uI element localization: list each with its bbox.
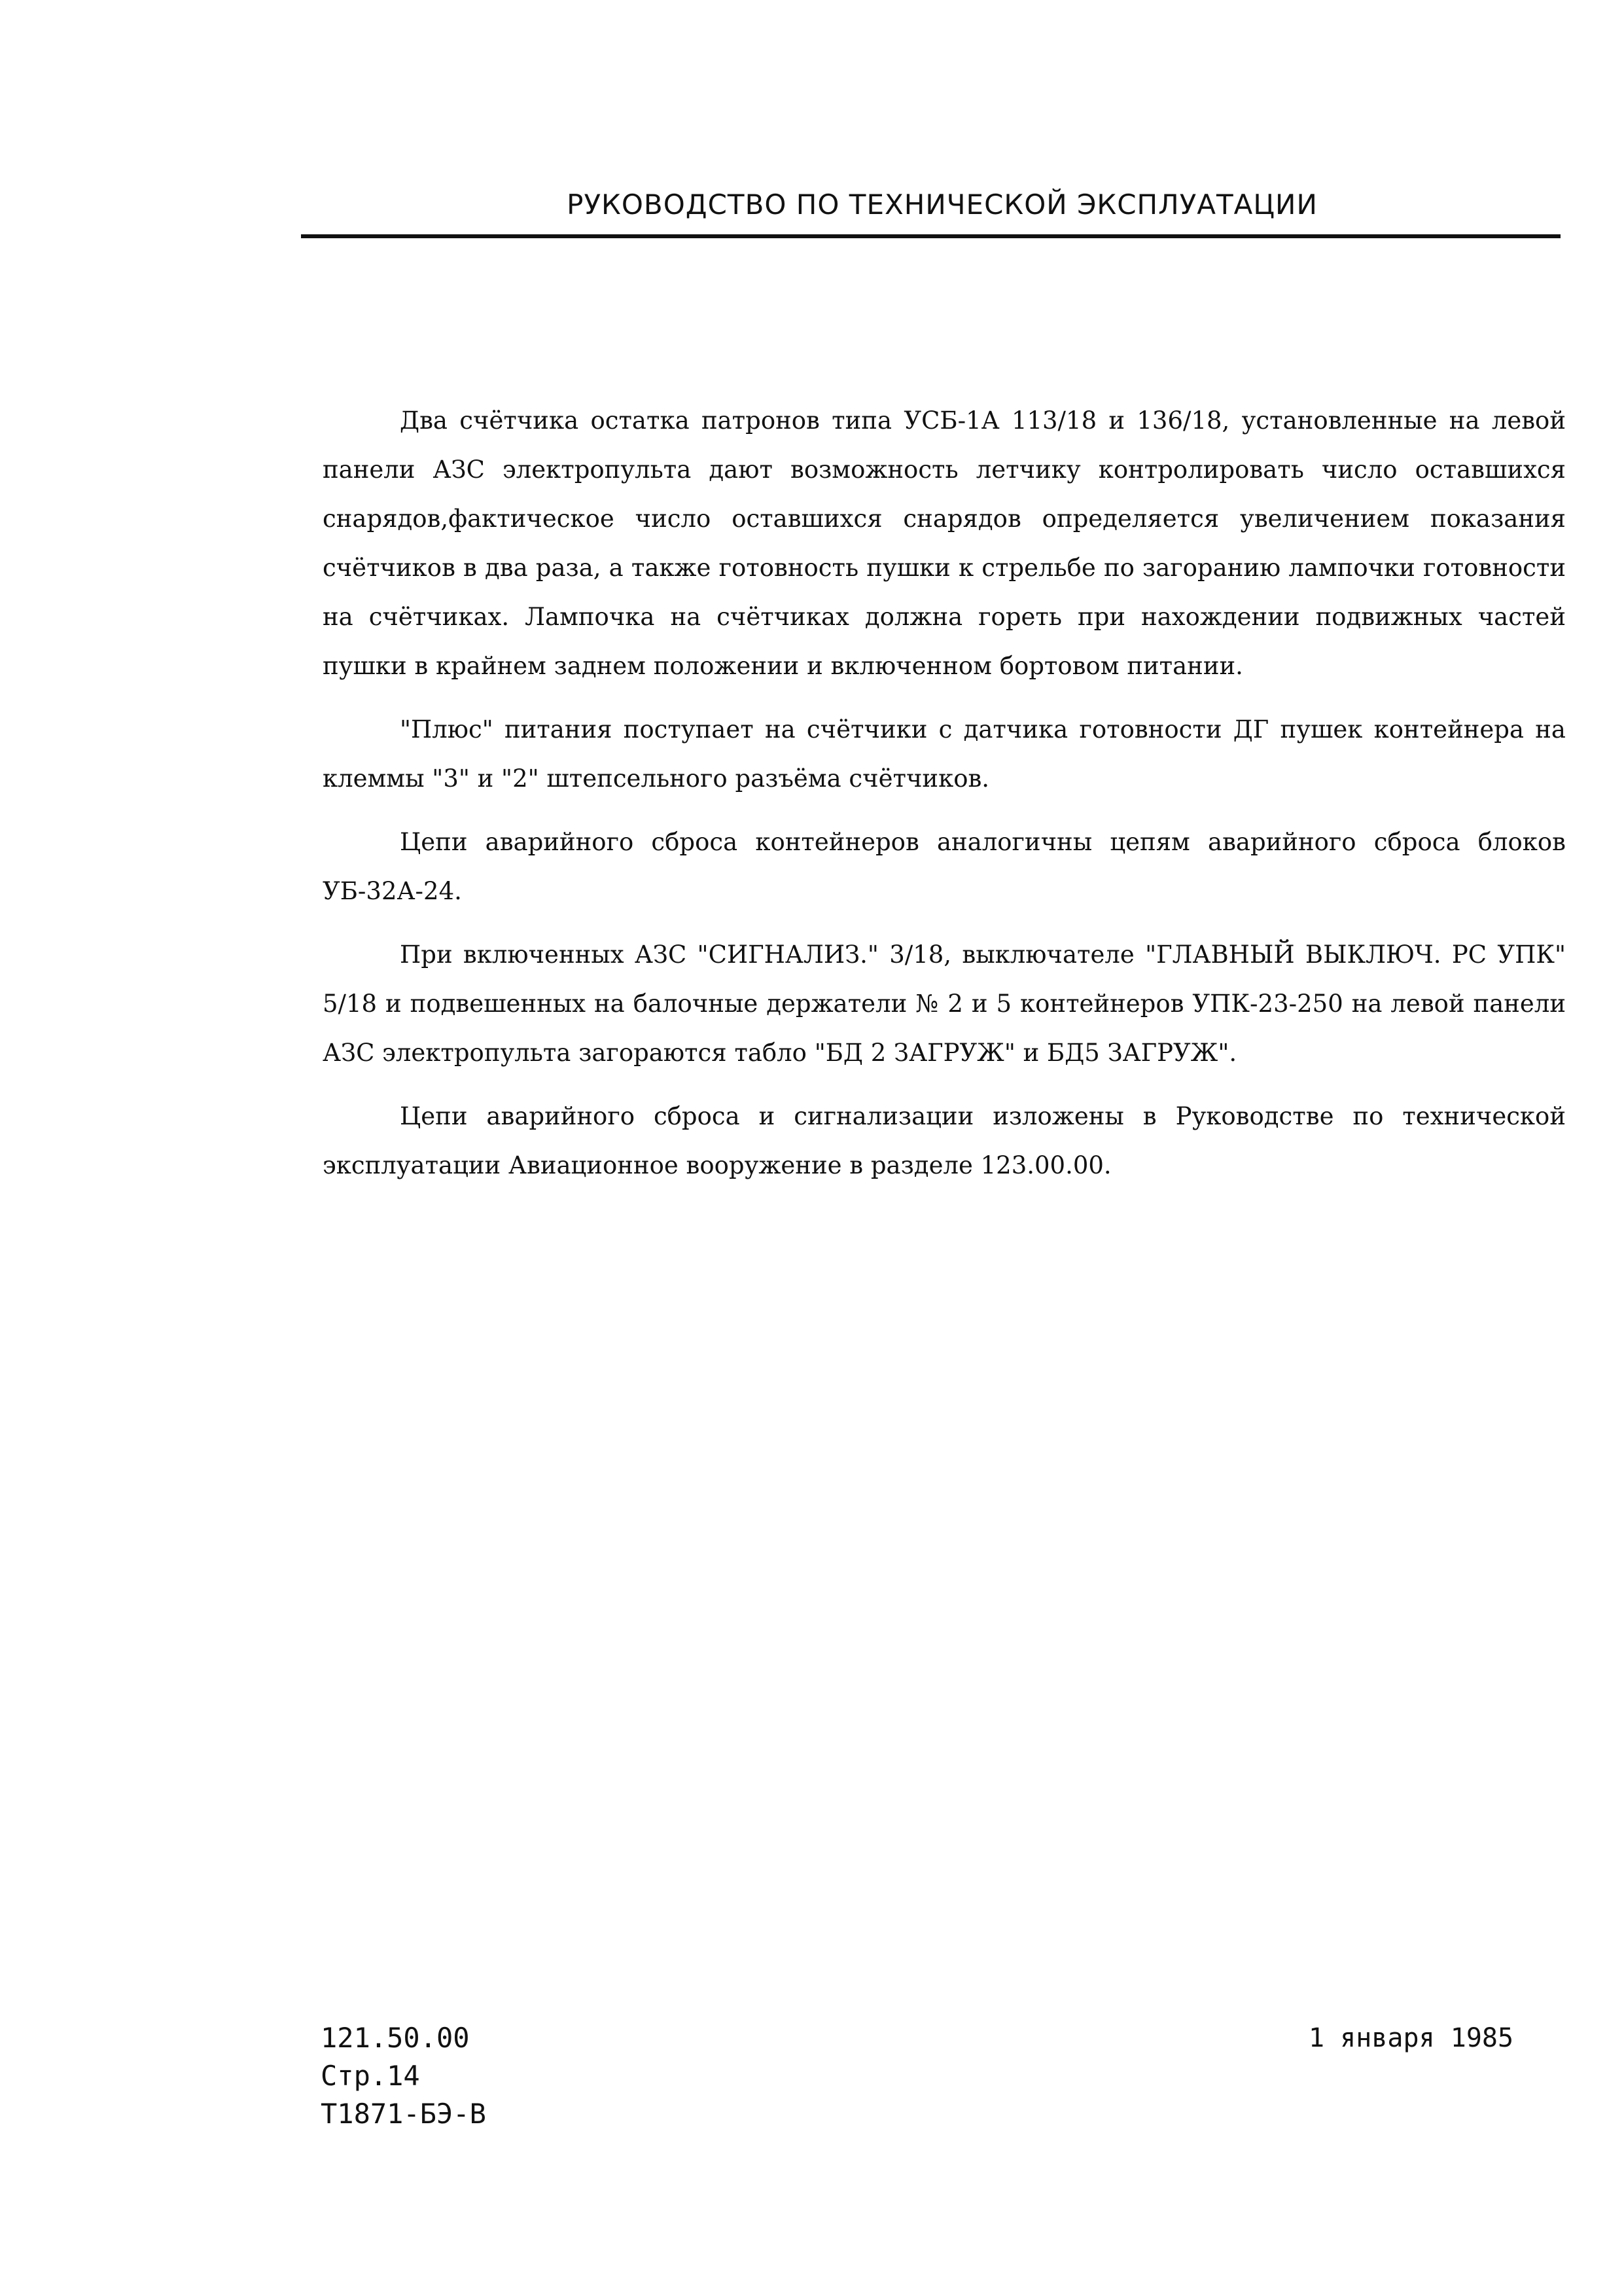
header-divider bbox=[301, 234, 1561, 238]
document-body bbox=[323, 396, 1566, 1204]
paragraph-signalization: При включенных АЗС "СИГНАЛИЗ." 3/18, выключателе "ГЛАВНЫЙ ВЫКЛЮЧ. РС УПК" 5/18 и подвешенных на балочные держатели № 2 и 5 контейнеров УПК-23-250 на левой панели АЗС электропульта загораются табло "БД 2 ЗАГРУЖ" и БД5 ЗАГРУЖ". bbox=[323, 941, 1566, 1067]
paragraph-emergency-release: Цепи аварийного сброса контейнеров аналогичны цепям аварийного сброса блоков УБ-32А-24. bbox=[323, 828, 1566, 905]
paragraph-power-supply: "Плюс" питания поступает на счётчики с датчика готовности ДГ пушек контейнера на клеммы "3" и "2" штепсельного разъёма счётчиков. bbox=[323, 715, 1566, 793]
footer-page-number: Стр.14 bbox=[321, 2060, 420, 2092]
footer-document-info bbox=[321, 2019, 486, 2133]
page-header-title: РУКОВОДСТВО ПО ТЕХНИЧЕСКОЙ ЭКСПЛУАТАЦИИ bbox=[567, 188, 1318, 221]
paragraph-counters: Два счётчика остатка патронов типа УСБ-1А 113/18 и 136/18, установленные на левой панели АЗС электропульта дают возможность летчику контролировать число оставшихся снарядов,фактическое число оставшихся снарядов определяется увеличением показания счётчиков в два раза, а также готовность пушки к стрельбе по загоранию лампочки готовности на счётчиках. Лампочка на счётчиках должна гореть при нахождении подвижных частей пушки в крайнем заднем положении и включенном бортовом питании. bbox=[323, 406, 1566, 680]
paragraph-reference: Цепи аварийного сброса и сигнализации изложены в Руководстве по технической эксплуатации Авиационное вооружение в разделе 123.00.00. bbox=[323, 1102, 1566, 1179]
footer-document-code: Т1871-БЭ-В bbox=[321, 2098, 486, 2130]
footer-date: 1 января 1985 bbox=[1309, 2023, 1514, 2053]
footer-section-code: 121.50.00 bbox=[321, 2022, 470, 2054]
